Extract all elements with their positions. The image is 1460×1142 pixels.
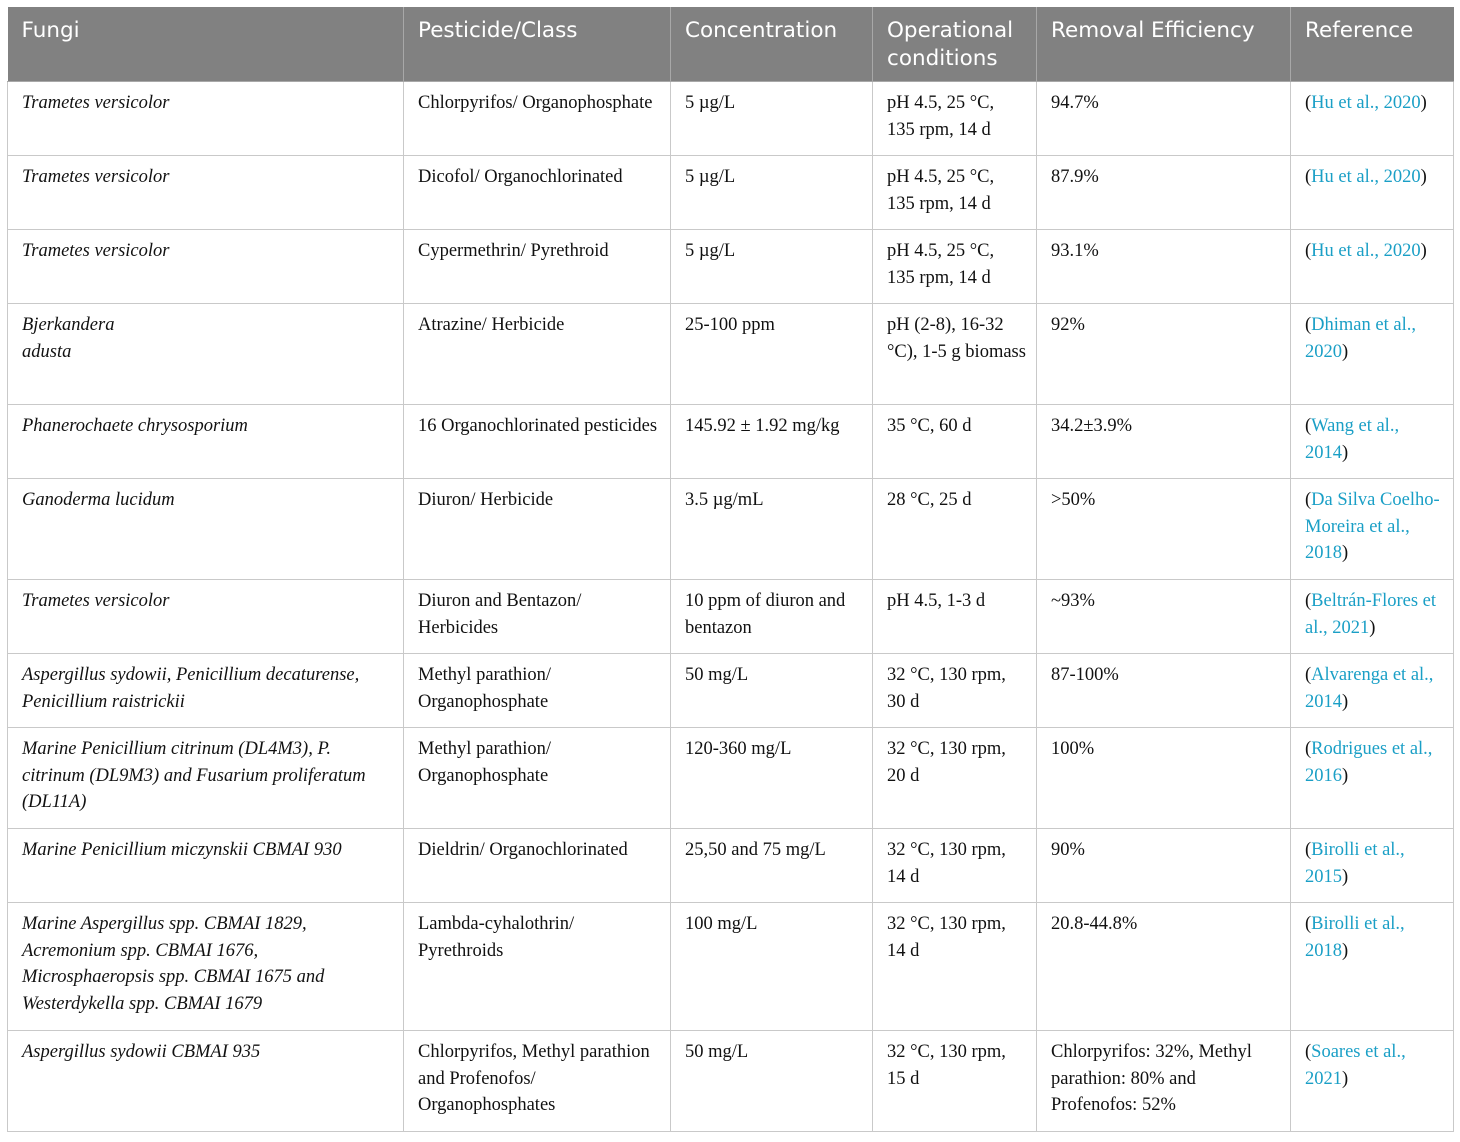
reference-link[interactable]: Alvarenga et al., 2014 (1305, 665, 1434, 712)
cell-conditions: pH (2-8), 16-32 °C), 1-5 g biomass (873, 304, 1037, 405)
cell-efficiency: 34.2±3.9% (1037, 405, 1291, 479)
table-row (8, 829, 1454, 903)
cell-fungi: Trametes versicolor (8, 156, 404, 230)
cell-concentration: 50 mg/L (671, 1031, 873, 1132)
cell-fungi: Marine Penicillium citrinum (DL4M3), P. citrinum (DL9M3) and Fusarium proliferatum (DL11A) (8, 728, 404, 829)
table-header (8, 7, 1454, 82)
table-row (8, 580, 1454, 654)
table-row (8, 230, 1454, 304)
table-row (8, 405, 1454, 479)
cell-efficiency: 92% (1037, 304, 1291, 405)
cell-concentration: 25-100 ppm (671, 304, 873, 405)
cell-efficiency: 87.9% (1037, 156, 1291, 230)
reference-link[interactable]: Hu et al., 2020 (1311, 241, 1421, 261)
cell-reference: (Da Silva Coelho-Moreira et al., 2018) (1291, 479, 1454, 580)
cell-reference: (Alvarenga et al., 2014) (1291, 654, 1454, 728)
cell-pesticide: Lambda-cyhalothrin/ Pyrethroids (404, 903, 671, 1031)
cell-conditions: pH 4.5, 25 °C, 135 rpm, 14 d (873, 156, 1037, 230)
cell-conditions: 32 °C, 130 rpm, 30 d (873, 654, 1037, 728)
cell-conditions: pH 4.5, 25 °C, 135 rpm, 14 d (873, 230, 1037, 304)
cell-concentration: 10 ppm of diuron and bentazon (671, 580, 873, 654)
cell-reference: (Birolli et al., 2018) (1291, 903, 1454, 1031)
cell-efficiency: 90% (1037, 829, 1291, 903)
cell-reference: (Soares et al., 2021) (1291, 1031, 1454, 1132)
header-reference: Reference (1291, 7, 1454, 82)
table-row (8, 654, 1454, 728)
cell-efficiency: 94.7% (1037, 82, 1291, 156)
cell-pesticide: Atrazine/ Herbicide (404, 304, 671, 405)
cell-fungi (8, 304, 404, 405)
cell-pesticide: Chlorpyrifos, Methyl parathion and Profenofos/ Organophosphates (404, 1031, 671, 1132)
cell-efficiency: Chlorpyrifos: 32%, Methyl parathion: 80% and Profenofos: 52% (1037, 1031, 1291, 1132)
cell-concentration: 120-360 mg/L (671, 728, 873, 829)
cell-pesticide: 16 Organochlorinated pesticides (404, 405, 671, 479)
cell-fungi: Phanerochaete chrysosporium (8, 405, 404, 479)
cell-fungi: Marine Penicillium miczynskii CBMAI 930 (8, 829, 404, 903)
table-row (8, 903, 1454, 1031)
cell-concentration: 5 µg/L (671, 230, 873, 304)
cell-fungi: Aspergillus sydowii CBMAI 935 (8, 1031, 404, 1132)
cell-pesticide: Diuron and Bentazon/ Herbicides (404, 580, 671, 654)
table-body (8, 82, 1454, 1132)
reference-link[interactable]: Rodrigues et al., 2016 (1305, 739, 1433, 786)
cell-concentration: 50 mg/L (671, 654, 873, 728)
header-concentration: Concentration (671, 7, 873, 82)
cell-fungi: Aspergillus sydowii, Penicillium decaturense, Penicillium raistrickii (8, 654, 404, 728)
reference-link[interactable]: Soares et al., 2021 (1305, 1042, 1406, 1089)
cell-reference: (Rodrigues et al., 2016) (1291, 728, 1454, 829)
fungi-name: Bjerkandera adusta (22, 315, 115, 362)
cell-conditions: 32 °C, 130 rpm, 15 d (873, 1031, 1037, 1132)
cell-reference: (Dhiman et al., 2020) (1291, 304, 1454, 405)
header-row (8, 7, 1454, 82)
table-row (8, 728, 1454, 829)
header-removal-efficiency: Removal Efficiency (1037, 7, 1291, 82)
cell-conditions: 28 °C, 25 d (873, 479, 1037, 580)
cell-fungi: Trametes versicolor (8, 230, 404, 304)
cell-pesticide: Dicofol/ Organochlorinated (404, 156, 671, 230)
cell-reference: (Birolli et al., 2015) (1291, 829, 1454, 903)
cell-conditions: 32 °C, 130 rpm, 20 d (873, 728, 1037, 829)
cell-pesticide: Methyl parathion/ Organophosphate (404, 654, 671, 728)
reference-link[interactable]: Birolli et al., 2015 (1305, 840, 1405, 887)
cell-pesticide: Chlorpyrifos/ Organophosphate (404, 82, 671, 156)
fungi-pesticide-table (7, 7, 1454, 1132)
cell-reference: (Hu et al., 2020) (1291, 230, 1454, 304)
cell-concentration: 145.92 ± 1.92 mg/kg (671, 405, 873, 479)
table-row (8, 479, 1454, 580)
cell-efficiency: >50% (1037, 479, 1291, 580)
table-row (8, 82, 1454, 156)
cell-efficiency: 93.1% (1037, 230, 1291, 304)
reference-link[interactable]: Hu et al., 2020 (1311, 93, 1421, 113)
cell-concentration: 3.5 µg/mL (671, 479, 873, 580)
cell-reference: (Beltrán-Flores et al., 2021) (1291, 580, 1454, 654)
cell-fungi: Marine Aspergillus spp. CBMAI 1829, Acremonium spp. CBMAI 1676, Microsphaeropsis spp. CBMAI 1675 and Westerdykella spp. CBMAI 1679 (8, 903, 404, 1031)
cell-efficiency: 20.8-44.8% (1037, 903, 1291, 1031)
cell-fungi: Trametes versicolor (8, 580, 404, 654)
cell-pesticide: Cypermethrin/ Pyrethroid (404, 230, 671, 304)
cell-conditions: 32 °C, 130 rpm, 14 d (873, 829, 1037, 903)
header-pesticide-class: Pesticide/Class (404, 7, 671, 82)
table-row (8, 156, 1454, 230)
cell-conditions: pH 4.5, 25 °C, 135 rpm, 14 d (873, 82, 1037, 156)
cell-concentration: 100 mg/L (671, 903, 873, 1031)
cell-concentration: 5 µg/L (671, 156, 873, 230)
table-row (8, 304, 1454, 405)
cell-conditions: pH 4.5, 1-3 d (873, 580, 1037, 654)
cell-fungi: Trametes versicolor (8, 82, 404, 156)
cell-concentration: 5 µg/L (671, 82, 873, 156)
cell-efficiency: ~93% (1037, 580, 1291, 654)
reference-link[interactable]: Birolli et al., 2018 (1305, 914, 1405, 961)
reference-link[interactable]: Da Silva Coelho-Moreira et al., 2018 (1305, 490, 1440, 563)
reference-link[interactable]: Wang et al., 2014 (1305, 416, 1400, 463)
cell-pesticide: Diuron/ Herbicide (404, 479, 671, 580)
reference-link[interactable]: Hu et al., 2020 (1311, 167, 1421, 187)
cell-conditions: 35 °C, 60 d (873, 405, 1037, 479)
reference-link[interactable]: Dhiman et al., 2020 (1305, 315, 1416, 362)
cell-efficiency: 87-100% (1037, 654, 1291, 728)
cell-fungi: Ganoderma lucidum (8, 479, 404, 580)
cell-reference: (Hu et al., 2020) (1291, 82, 1454, 156)
table-row (8, 1031, 1454, 1132)
cell-concentration: 25,50 and 75 mg/L (671, 829, 873, 903)
cell-reference: (Wang et al., 2014) (1291, 405, 1454, 479)
cell-reference: (Hu et al., 2020) (1291, 156, 1454, 230)
cell-pesticide: Dieldrin/ Organochlorinated (404, 829, 671, 903)
cell-pesticide: Methyl parathion/ Organophosphate (404, 728, 671, 829)
header-fungi: Fungi (8, 7, 404, 82)
cell-efficiency: 100% (1037, 728, 1291, 829)
cell-conditions: 32 °C, 130 rpm, 14 d (873, 903, 1037, 1031)
header-operational-conditions: Operational conditions (873, 7, 1037, 82)
reference-link[interactable]: Beltrán-Flores et al., 2021 (1305, 591, 1437, 638)
